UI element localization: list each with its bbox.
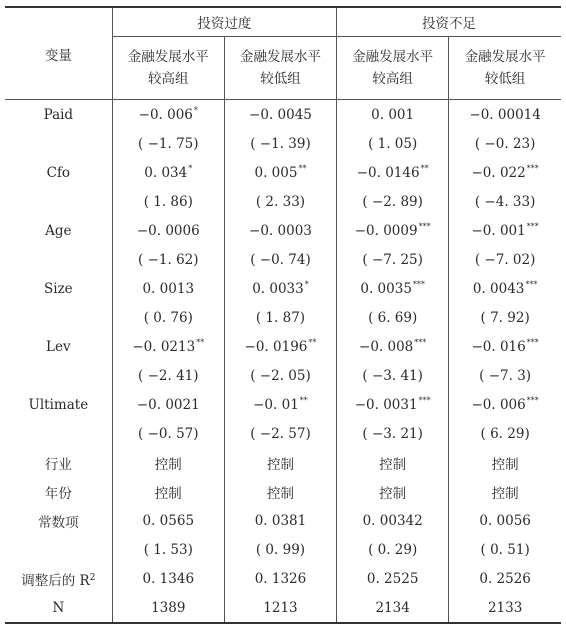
cell-value: 0. 00342: [362, 512, 423, 529]
table-cell: [112, 564, 224, 593]
table-cell: [449, 419, 561, 448]
row-label: [5, 303, 112, 332]
table-cell: [224, 477, 336, 506]
cell-value: 0. 005: [254, 165, 298, 181]
table-row: [5, 506, 561, 535]
table-cell: [449, 448, 561, 477]
cell-value: 0. 001: [371, 106, 415, 123]
table-cell: [449, 129, 561, 158]
table-cell: [337, 361, 449, 390]
row-label: [5, 361, 112, 390]
cell-value: −0. 0003: [249, 222, 312, 239]
table-row: [5, 129, 561, 158]
table-cell: [224, 187, 336, 216]
table-cell: [224, 100, 336, 130]
table-row: [5, 448, 561, 477]
table-cell: [337, 245, 449, 274]
row-label: [5, 390, 112, 419]
significance-stars: **: [420, 164, 429, 173]
cell-value: −0. 00014: [469, 106, 541, 123]
table-cell: [449, 100, 561, 130]
row-label: [5, 448, 112, 477]
significance-stars: ***: [525, 280, 538, 289]
row-label: [5, 158, 112, 187]
table-row: [5, 361, 561, 390]
cell-value: ( 1. 86): [143, 193, 193, 210]
table-cell: [337, 129, 449, 158]
table-cell: [337, 506, 449, 535]
cell-value: −0. 016: [471, 339, 526, 355]
table-cell: [112, 419, 224, 448]
cell-value: 0. 0381: [254, 512, 307, 529]
group-header-overinvestment: 投资过度: [112, 7, 336, 37]
significance-stars: *: [193, 106, 198, 115]
cell-value: 控制: [266, 456, 294, 473]
cell-value: −0. 0146: [356, 165, 420, 181]
column-header: [112, 37, 224, 100]
column-header-line2: 较低组: [260, 71, 301, 87]
row-label: [5, 100, 112, 130]
cell-value: ( 0. 29): [368, 541, 418, 558]
column-header-line2: 较高组: [372, 71, 413, 87]
table-row: [5, 274, 561, 303]
cell-value: ( −2. 89): [362, 193, 423, 210]
table-cell: [337, 216, 449, 245]
table-cell: [449, 158, 561, 187]
row-label: [5, 419, 112, 448]
cell-value: −0. 0021: [136, 396, 200, 413]
table-cell: [449, 506, 561, 535]
table-cell: [449, 535, 561, 564]
cell-value: ( −7. 3): [479, 367, 532, 384]
table-cell: [224, 332, 336, 361]
row-label: [5, 506, 112, 535]
cell-value: −0. 0031: [354, 397, 418, 413]
table-cell: [112, 390, 224, 419]
cell-value: ( 6. 69): [368, 309, 418, 326]
row-label: [5, 216, 112, 245]
cell-value: 控制: [379, 456, 407, 473]
table-cell: [224, 361, 336, 390]
table-cell: [337, 390, 449, 419]
table-cell: [112, 129, 224, 158]
table-cell: [337, 303, 449, 332]
table-cell: [112, 448, 224, 477]
cell-value: 0. 2526: [479, 570, 531, 587]
table-cell: [337, 477, 449, 506]
row-label-text: 常数项: [38, 514, 79, 531]
table-cell: [112, 332, 224, 361]
cell-value: ( −4. 33): [474, 193, 536, 210]
table-cell: [224, 506, 336, 535]
table-row: [5, 419, 561, 448]
table-row: [5, 477, 561, 506]
table-cell: [224, 419, 336, 448]
table-cell: [224, 274, 336, 303]
table-cell: [112, 158, 224, 187]
table-row: [5, 245, 561, 274]
significance-stars: ***: [418, 222, 431, 231]
row-label: [5, 564, 112, 593]
table-cell: [112, 477, 224, 506]
cell-value: ( −0. 57): [138, 425, 199, 442]
table-cell: [337, 274, 449, 303]
significance-stars: ***: [526, 164, 539, 173]
table-cell: [112, 100, 224, 130]
cell-value: −0. 0196: [244, 339, 308, 355]
superscript: 2: [89, 572, 96, 583]
cell-value: ( 1. 53): [143, 541, 193, 558]
cell-value: −0. 001: [471, 223, 526, 239]
cell-value: 1213: [263, 599, 298, 616]
cell-value: 0. 0035: [360, 281, 412, 297]
row-label: [5, 332, 112, 361]
significance-stars: **: [196, 338, 205, 347]
table-cell: [224, 303, 336, 332]
cell-value: ( 2. 33): [255, 193, 306, 210]
cell-value: ( 0. 76): [143, 309, 193, 326]
table-row: [5, 390, 561, 419]
table-cell: [224, 593, 336, 623]
significance-stars: *: [304, 280, 309, 289]
cell-value: −0. 008: [359, 339, 414, 355]
table-cell: [449, 361, 561, 390]
column-header-line2: 较高组: [148, 71, 189, 87]
table-cell: [224, 564, 336, 593]
cell-value: 控制: [491, 485, 519, 502]
row-label: [5, 535, 112, 564]
cell-value: ( 6. 29): [480, 425, 530, 442]
row-label: [5, 477, 112, 506]
column-header: [449, 37, 561, 100]
table-cell: [224, 390, 336, 419]
table-row: [5, 593, 561, 623]
cell-value: ( −3. 41): [362, 367, 423, 384]
table-cell: [112, 303, 224, 332]
table-cell: [112, 361, 224, 390]
column-header: [337, 37, 449, 100]
cell-value: ( −0. 23): [474, 135, 536, 152]
row-label-text: 年份: [44, 485, 72, 502]
table-cell: [449, 216, 561, 245]
significance-stars: ***: [526, 222, 539, 231]
cell-value: ( −2. 05): [250, 367, 311, 384]
table-cell: [449, 332, 561, 361]
cell-value: 0. 0565: [142, 512, 195, 529]
cell-value: −0. 0006: [136, 222, 200, 239]
row-label: [5, 274, 112, 303]
significance-stars: ***: [418, 396, 431, 405]
cell-value: ( −2. 57): [250, 425, 311, 442]
cell-value: ( 0. 99): [255, 541, 306, 558]
cell-value: 控制: [379, 485, 407, 502]
cell-value: −0. 0009: [354, 223, 418, 239]
cell-value: 0. 034: [144, 165, 188, 181]
table-row: [5, 187, 561, 216]
column-header-line1: 金融发展水平: [464, 49, 546, 65]
cell-value: ( −2. 41): [138, 367, 199, 384]
column-header-line1: 金融发展水平: [352, 49, 434, 65]
significance-stars: ***: [414, 338, 427, 347]
cell-value: −0. 006: [138, 107, 193, 123]
table-row: [5, 564, 561, 593]
row-label: [5, 593, 112, 623]
table-cell: [449, 245, 561, 274]
row-label-text: Lev: [46, 338, 71, 355]
table-row: [5, 158, 561, 187]
cell-value: 控制: [491, 456, 519, 473]
cell-value: −0. 006: [471, 397, 526, 413]
column-header: [224, 37, 336, 100]
regression-table: [5, 6, 561, 624]
table-cell: [337, 187, 449, 216]
table-cell: [449, 390, 561, 419]
cell-value: 控制: [154, 485, 182, 502]
table-cell: [449, 564, 561, 593]
table-cell: [112, 245, 224, 274]
cell-value: 0. 1326: [254, 570, 307, 587]
table-cell: [112, 216, 224, 245]
table-cell: [224, 129, 336, 158]
cell-value: −0. 0213: [132, 339, 196, 355]
table-cell: [337, 535, 449, 564]
table-cell: [449, 593, 561, 623]
cell-value: ( −7. 25): [362, 251, 423, 268]
row-label-text: Paid: [43, 106, 74, 123]
table-cell: [449, 303, 561, 332]
cell-value: 1389: [151, 599, 186, 616]
table-cell: [224, 158, 336, 187]
table-cell: [337, 100, 449, 130]
group-header-underinvestment: 投资不足: [337, 7, 561, 37]
row-label: [5, 129, 112, 158]
table-row: [5, 303, 561, 332]
significance-stars: ***: [526, 338, 539, 347]
table-cell: [449, 187, 561, 216]
table-cell: [337, 332, 449, 361]
row-label-text: N: [52, 599, 65, 616]
cell-value: ( −3. 21): [362, 425, 423, 442]
cell-value: ( −1. 39): [250, 135, 311, 152]
table-cell: [112, 506, 224, 535]
cell-value: 控制: [154, 456, 182, 473]
column-header-line2: 较低组: [484, 71, 526, 87]
cell-value: ( 1. 05): [368, 135, 418, 152]
row-label-text: Ultimate: [28, 396, 89, 413]
cell-value: ( −0. 74): [250, 251, 311, 268]
table-cell: [112, 187, 224, 216]
significance-stars: ***: [412, 280, 425, 289]
significance-stars: **: [299, 396, 308, 405]
variable-header: 变量: [5, 7, 112, 100]
table-cell: [112, 593, 224, 623]
table-cell: [112, 274, 224, 303]
row-label-text: 行业: [44, 456, 72, 473]
cell-value: ( 1. 87): [255, 309, 306, 326]
row-label-text: 调整后的 R: [21, 572, 90, 589]
cell-value: 2134: [375, 599, 410, 616]
cell-value: 2133: [487, 599, 523, 616]
cell-value: ( 7. 92): [480, 309, 530, 326]
table-cell: [337, 419, 449, 448]
table-cell: [337, 564, 449, 593]
row-label-text: Age: [45, 222, 72, 239]
significance-stars: **: [308, 338, 317, 347]
cell-value: 0. 0043: [472, 281, 525, 297]
cell-value: 0. 0033: [252, 281, 304, 297]
cell-value: 控制: [266, 485, 294, 502]
cell-value: 0. 0056: [479, 512, 531, 529]
cell-value: ( 0. 51): [480, 541, 530, 558]
table-cell: [224, 245, 336, 274]
table-cell: [224, 448, 336, 477]
cell-value: ( −1. 62): [138, 251, 199, 268]
table-cell: [224, 216, 336, 245]
table-row: [5, 332, 561, 361]
significance-stars: **: [298, 164, 307, 173]
table-cell: [449, 477, 561, 506]
significance-stars: *: [188, 164, 193, 173]
column-header-line1: 金融发展水平: [239, 49, 321, 65]
significance-stars: ***: [526, 396, 539, 405]
cell-value: ( −7. 02): [474, 251, 536, 268]
cell-value: 0. 0013: [142, 280, 195, 297]
row-label: [5, 187, 112, 216]
table-cell: [449, 274, 561, 303]
table-cell: [337, 593, 449, 623]
cell-value: −0. 0045: [249, 106, 312, 123]
row-label-text: Size: [44, 280, 73, 297]
cell-value: 0. 2525: [366, 570, 419, 587]
row-label-text: Cfo: [46, 164, 71, 181]
cell-value: −0. 022: [471, 165, 526, 181]
cell-value: 0. 1346: [142, 570, 195, 587]
column-header-line1: 金融发展水平: [127, 49, 209, 65]
table-cell: [337, 448, 449, 477]
row-label: [5, 245, 112, 274]
table-cell: [224, 535, 336, 564]
cell-value: −0. 01: [253, 397, 299, 413]
table-row: [5, 535, 561, 564]
table-cell: [337, 158, 449, 187]
table-cell: [112, 535, 224, 564]
cell-value: ( −1. 75): [138, 135, 199, 152]
table-row: [5, 100, 561, 130]
table-body: [5, 100, 561, 624]
table-row: [5, 216, 561, 245]
